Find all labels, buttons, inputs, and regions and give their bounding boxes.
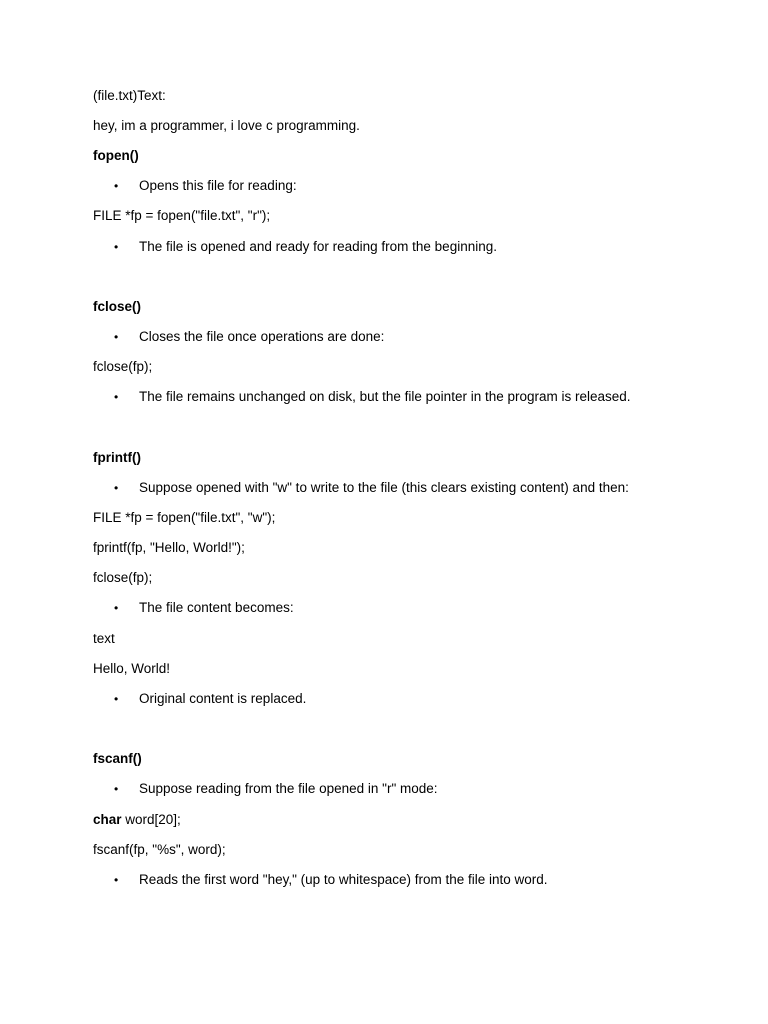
bullet-text: Suppose opened with "w" to write to the file (this clears existing content) and then: (139, 480, 629, 495)
fopen-bullet-1 (114, 177, 297, 195)
bullet-text: The file remains unchanged on disk, but the file pointer in the program is released. (139, 389, 631, 404)
bullet-text: The file is opened and ready for reading from the beginning. (139, 239, 497, 254)
bullet-icon: • (114, 240, 119, 254)
bullet-text: The file content becomes: (139, 600, 294, 615)
bullet-icon: • (114, 782, 119, 796)
code-rest: word[20]; (121, 812, 181, 827)
fprintf-bullet-2 (114, 599, 294, 617)
fprintf-heading: fprintf() (93, 450, 141, 465)
bullet-icon: • (114, 873, 119, 887)
bullet-icon: • (114, 390, 119, 404)
fclose-bullet-2 (114, 388, 631, 406)
bullet-text: Reads the first word "hey," (up to whitespace) from the file into word. (139, 872, 548, 887)
fprintf-text-value: Hello, World! (93, 661, 171, 676)
fprintf-code-line-1: FILE *fp = fopen("file.txt", "w"); (93, 510, 276, 525)
fclose-bullet-1 (114, 328, 384, 346)
bullet-icon: • (114, 601, 119, 615)
fscanf-bullet-2 (114, 871, 548, 889)
fprintf-text-label: text (93, 631, 115, 646)
bullet-icon: • (114, 179, 119, 193)
fopen-bullet-2 (114, 238, 497, 256)
bullet-icon: • (114, 330, 119, 344)
bullet-icon: • (114, 481, 119, 495)
bullet-text: Opens this file for reading: (139, 178, 297, 193)
bullet-text: Closes the file once operations are done: (139, 329, 385, 344)
fopen-code-line: FILE *fp = fopen("file.txt", "r"); (93, 208, 271, 223)
fprintf-code-line-3: fclose(fp); (93, 570, 153, 585)
file-text-content: hey, im a programmer, i love c programming. (93, 118, 360, 133)
bullet-icon: • (114, 692, 119, 706)
fprintf-bullet-1 (114, 479, 629, 497)
fscanf-bullet-1 (114, 780, 438, 798)
bullet-text: Original content is replaced. (139, 691, 307, 706)
file-text-label: (file.txt)Text: (93, 88, 166, 103)
fscanf-heading: fscanf() (93, 751, 142, 766)
fscanf-code-line-1 (93, 811, 181, 829)
fscanf-code-line-2: fscanf(fp, "%s", word); (93, 842, 226, 857)
fclose-heading: fclose() (93, 299, 142, 314)
fprintf-bullet-3 (114, 690, 306, 708)
fprintf-code-line-2: fprintf(fp, "Hello, World!"); (93, 540, 245, 555)
code-keyword: char (93, 812, 122, 827)
bullet-text: Suppose reading from the file opened in "r" mode: (139, 781, 438, 796)
fopen-heading: fopen() (93, 148, 139, 163)
fclose-code-line: fclose(fp); (93, 359, 153, 374)
